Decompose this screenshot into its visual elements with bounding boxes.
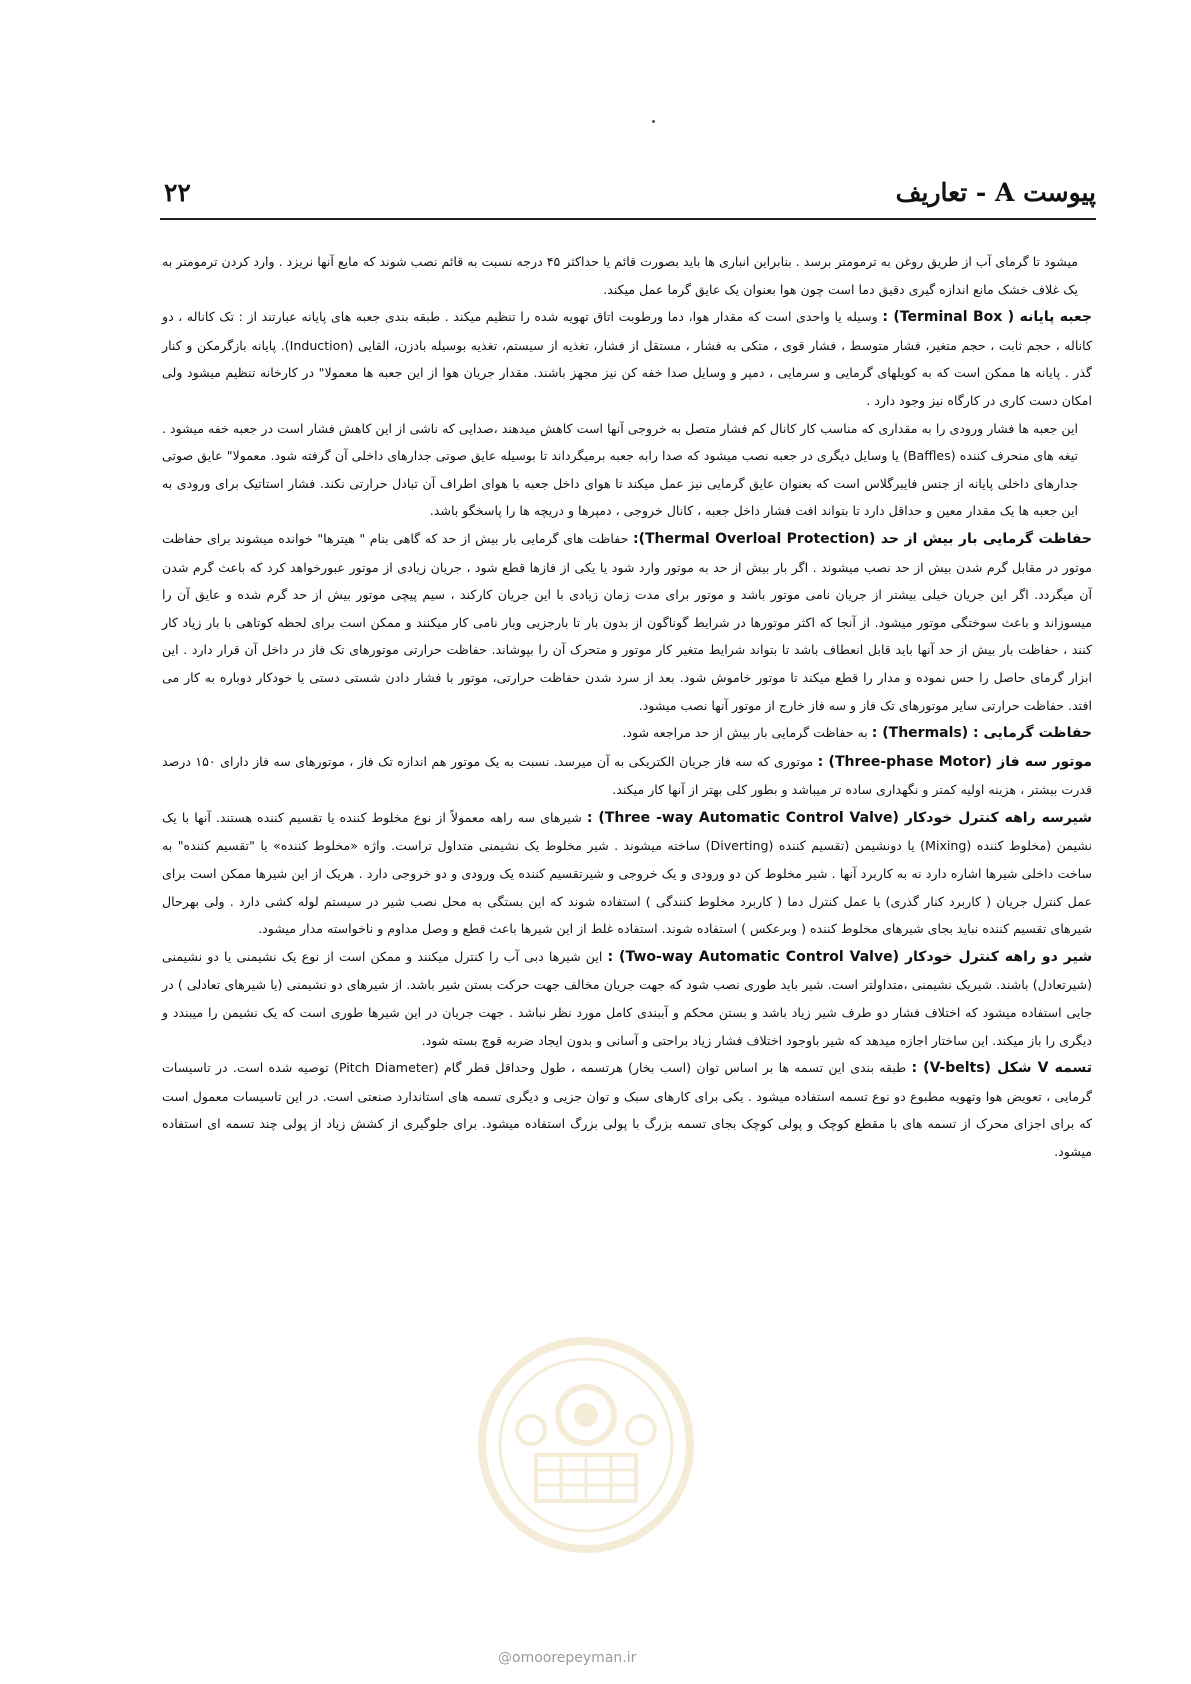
site-watermark-text: @omoorepeyman.ir xyxy=(498,1650,637,1666)
definition-v-belts xyxy=(162,1054,1092,1165)
definition-three-way-valve xyxy=(162,804,1092,943)
watermark-seal-icon xyxy=(476,1335,696,1555)
definition-text: این شیرها دبی آب را کنترل میکنند و ممکن است از نوع یک نشیمنی یا دو نشیمنی (شیرتعادل) باشند. شیریک نشیمنی ،متداولتر است. شیر باید طوری نصب شود که جهت جریان مخالف جهت حرکت بستن شیر باشد. از شیرهای دو نشیمنی (یا شیرهای تعادلی ) در جایی استفاده میشود که اختلاف فشار دو طرف شیر زیاد باشد و بستن محکم و آببندی کامل مورد نظر نباشد . جهت جریان در این شیرها طوری است که یک نشیمن را میبندد و دیگری را باز میکند. این ساختار اجازه میدهد که شیر باوجود اختلاف فشار زیاد براحتی و آسانی و بدون ایجاد ضربه قوچ بسته شود. xyxy=(162,948,1092,1048)
definition-three-phase-motor xyxy=(162,748,1092,804)
definition-text: وسیله یا واحدی است که مقدار هوا، دما ورطوبت اتاق تهویه شده را تنظیم میکند . طبقه بندی جعبه های پایانه عبارتند از : تک کاناله ، دو کاناله ، حجم ثابت ، حجم متغیر، فشار متوسط ، فشار قوی ، متکی به فشار ، مستقل از فشار، تغذیه از سیستم، تغذیه بوسیله بادزن، القایی (Induction). پایانه بازگرمکن و کنار گذر . پایانه ها ممکن است که به کویلهای گرمایی و سرمایی ، دمپر و وسایل صدا خفه کن نیز مجهز باشند. مقدار جریان هوا از این جعبه ها معمولا" در کارخانه تنظیم میشود ولی امکان دست کاری در کارگاه نیز وجود دارد . xyxy=(162,309,1092,408)
definition-text: موتوری که سه فاز جریان الکتریکی به آن میرسد. نسبت به یک موتور هم اندازه تک فاز ، موتورهای سه فاز دارای ۱۵۰ درصد قدرت بیشتر ، هزینه اولیه کمتر و نگهداری ساده تر میباشد و بطور کلی بهتر از آنها کار میکند. xyxy=(162,753,1092,798)
intro-paragraph: میشود تا گرمای آب از طریق روغن به ترمومتر برسد . بنابراین انباری ها باید بصورت قائم یا حداکثر ۴۵ درجه نسبت به قائم نصب شوند که مایع آنها نریزد . وارد کردن ترمومتر به یک غلاف خشک مانع اندازه گیری دقیق دما است چون هوا بعنوان یک عایق گرما عمل میکند. xyxy=(162,254,1078,297)
terminal-box-paragraph-2: این جعبه ها فشار ورودی را به مقداری که مناسب کار کانال کم فشار متصل به خروجی آنها است کاهش میدهند ،صدایی که ناشی از این کاهش فشار است در جعبه خفه میشود . تیغه های منحرف کننده (Baffles) یا وسایل دیگری در جعبه نصب میشود که صدا رابه جعبه برمیگرداند تا بوسیله عایق صوتی جدارهای داخلی آن گرفته شود. معمولا" عایق صوتی جدارهای داخلی پایانه از جنس فایبرگلاس است که بعنوان عایق گرمایی نیز عمل میکند تا هوای داخل جعبه با هوای اطراف آن تبادل حرارتی نکند. فشار استاتیک برای ورودی به این جعبه ها یک مقدار معین و حداقل دارد تا بتواند افت فشار داخل جعبه ، کانال خروجی ، دمپرها و دریچه ها را پاسخگو باشد. xyxy=(162,420,1078,519)
definition-text: به حفاظت گرمایی بار بیش از حد مراجعه شود. xyxy=(622,725,872,741)
definition-thermals xyxy=(162,719,1092,748)
stray-dot xyxy=(652,120,655,123)
term-three-phase-motor: موتور سه فاز (Three-phase Motor) : xyxy=(817,753,1092,770)
term-thermal-overload: حفاظت گرمایی بار بیش از حد (Thermal Overloal Protection): xyxy=(632,530,1092,547)
term-two-way-valve: شیر دو راهه کنترل خودکار (Two-way Automatic Control Valve) : xyxy=(607,948,1092,965)
term-terminal-box: جعبه پایانه ( Terminal Box) : xyxy=(882,309,1093,326)
definition-text: شیرهای سه راهه معمولاً از نوع مخلوط کننده یا تقسیم کننده هستند. آنها با یک نشیمن (مخلوط کننده (Mixing) یا دونشیمن (تقسیم کننده (Diverting) ساخته میشوند . شیر مخلوط یک نشیمنی متداول تراست. واژه «مخلوط کننده» یا "تقسیم کننده" به ساخت داخلی شیرها اشاره دارد نه به کاربرد آنها . شیر مخلوط کن دو ورودی و یک خروجی و شیرتقسیم کننده یک ورودی و دو خروجی دارد . هریک از این شیرها ممکن است برای عمل کنترل جریان ( کاربرد کنار گذری) یا عمل کنترل دما ( کاربرد مخلوط کنندگی ) استفاده شوند که این بستگی به محل نصب شیر در سیستم لوله کشی دارد . ولی بهرحال شیرهای تقسیم کننده نباید بجای شیرهای مخلوط کننده ( وبرعکس ) استفاده شوند. استفاده غلط از این شیرها باعث قطع و وصل مداوم و ناخواسته مدار میشود. xyxy=(162,809,1092,937)
page-header xyxy=(160,172,1096,220)
definition-text: حفاظت های گرمایی بار بیش از حد که گاهی بنام " هیترها" خوانده میشوند برای حفاظت موتور در مقابل گرم شدن بیش از حد نصب میشوند . اگر بار بیش از حد به موتور وارد شود یا یکی از فازها قطع شود ، جریان زیادی از موتور عبورخواهد کرد که باعث گرم شدن آن میگردد. اگر این جریان خیلی بیشتر از جریان نامی موتور باشد و موتور برای مدت زمان زیادی با این جریان کارکند ، سیم پیچی موتور بیش از حد گرم شده و عایق آن را میسوزاند و باعث سوختگی موتور میشود. از آنجا که اکثر موتورها در شرایط گوناگون از بدون بار تا بارجزیی وبار نامی کار میکنند و ممکن است برای لحظه کوتاهی با بار زیاد کار کنند ، حفاظت بار بیش از حد آنها باید قابل انعطاف باشد تا بتواند شرایط متغیر کار موتور و متحرک آن را بپوشاند. حفاظت حرارتی موتورهای تک فاز در داخل آن قرار دارد . این ابزار گرمای حاصل را حس نموده و مدار را قطع میکند تا موتور خاموش شود. بعد از سرد شدن حفاظت حرارتی، موتور با فشار دادن شستی دستی یا خودکار دوباره به کار می افتد. حفاظت حرارتی سایر موتورهای تک فاز و سه فاز خارج از موتور آنها نصب میشود. xyxy=(162,530,1092,713)
term-thermals: حفاظت گرمایی : (Thermals) : xyxy=(871,725,1092,742)
definition-thermal-overload xyxy=(162,525,1092,719)
header-title: پیوست A - تعاریف xyxy=(895,178,1096,207)
definition-terminal-box xyxy=(162,303,1092,414)
term-three-way-valve: شیرسه راهه کنترل خودکار (Three -way Automatic Control Valve) : xyxy=(586,809,1093,826)
page-number: ۲۲ xyxy=(164,178,191,207)
term-v-belts: تسمه V شکل (V-belts) : xyxy=(911,1060,1092,1077)
definition-two-way-valve xyxy=(162,943,1092,1054)
definition-text: طبقه بندی این تسمه ها بر اساس توان (اسب بخار) هرتسمه ، طول وحداقل قطر گام (Pitch Diameter) توصیه شده است. در تاسیسات گرمایی ، تعویض هوا وتهویه مطبوع دو نوع تسمه استفاده میشود . یکی برای کارهای سبک و توان جزیی و دیگری تسمه های استاندارد صنعتی است. در این تاسیسات معمول است که برای اجزای محرک از تسمه های با مقطع کوچک و پولی کوچک بجای تسمه بزرگ با پولی بزرگ استفاده میشود. برای جلوگیری از کشش زیاد از پولی چند تسمه ای استفاده میشود. xyxy=(162,1060,1092,1159)
document-body xyxy=(162,248,1092,1166)
